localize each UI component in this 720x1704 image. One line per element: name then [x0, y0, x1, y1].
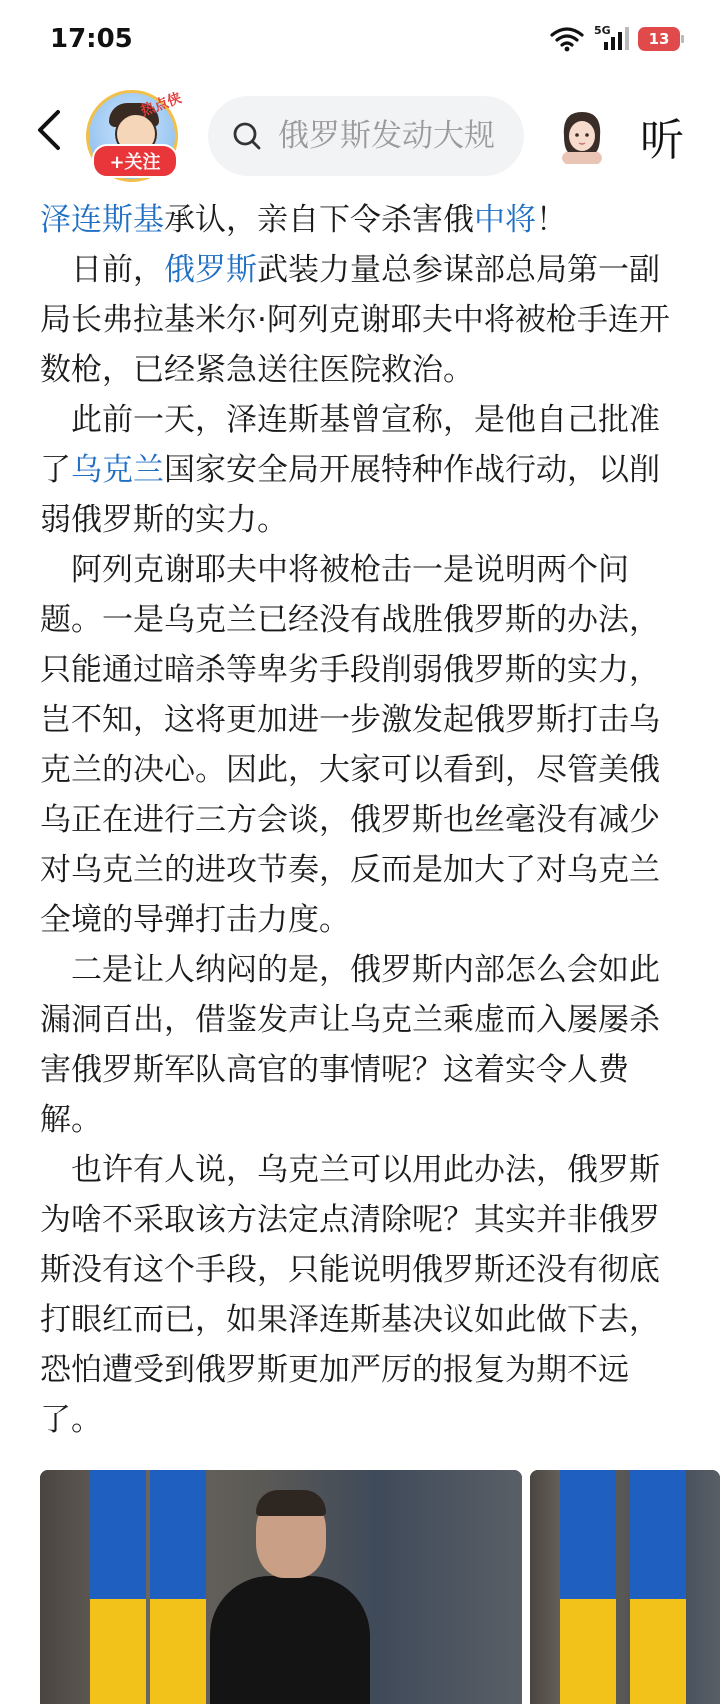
battery-indicator: 13 [638, 27, 680, 51]
search-icon [232, 121, 262, 151]
article-image-gallery [40, 1470, 720, 1704]
follow-button[interactable]: +关注 [92, 144, 178, 178]
article-headline: 泽连斯基承认，亲自下令杀害俄中将！ [40, 202, 567, 238]
topic-link-russia[interactable]: 俄罗斯 [164, 252, 257, 288]
back-arrow-icon[interactable] [30, 106, 70, 154]
user-avatar-icon[interactable] [556, 108, 608, 164]
status-bar [0, 0, 720, 80]
article-image[interactable] [530, 1470, 720, 1704]
article-body [40, 195, 690, 1445]
article-paragraph: 阿列克谢耶夫中将被枪击一是说明两个问题。一是乌克兰已经没有战胜俄罗斯的办法，只能通过暗杀等卑劣手段削弱俄罗斯的实力，岂不知，这将更加进一步激发起俄罗斯打击乌克兰的决心。因此，大家可以看到，尽管美俄乌正在进行三方会谈，俄罗斯也丝毫没有减少对乌克兰的进攻节奏，反而是加大了对乌克兰全境的导弹打击力度。 [40, 552, 660, 938]
search-input[interactable] [276, 117, 510, 155]
author-badge: 热点侠 [138, 90, 184, 120]
article-paragraph: 二是让人纳闷的是，俄罗斯内部怎么会如此漏洞百出，借鉴发声让乌克兰乘虚而入屡屡杀害俄罗斯军队高官的事情呢？这着实令人费解。 [40, 952, 660, 1138]
article-paragraph: 日前，俄罗斯武装力量总参谋部总局第一副局长弗拉基米尔·阿列克谢耶夫中将被枪手连开数枪，已经紧急送往医院救治。 [40, 252, 670, 388]
article-paragraph: 也许有人说，乌克兰可以用此办法，俄罗斯为啥不采取该方法定点清除呢？其实并非俄罗斯没有这个手段，只能说明俄罗斯还没有彻底打眼红而已，如果泽连斯基决议如此做下去，恐怕遭受到俄罗斯更加严厉的报复为期不远了。 [40, 1152, 660, 1438]
topic-link-ukraine[interactable]: 乌克兰 [71, 452, 164, 488]
network-type: 5G [594, 24, 611, 37]
listen-button[interactable]: 听 [640, 115, 684, 166]
topic-link-zelensky[interactable]: 泽连斯基 [40, 202, 164, 238]
article-image[interactable] [40, 1470, 522, 1704]
article-paragraph: 此前一天，泽连斯基曾宣称，是他自己批准了乌克兰国家安全局开展特种作战行动，以削弱俄罗斯的实力。 [40, 402, 660, 538]
wifi-icon [550, 26, 584, 52]
cellular-signal-icon [594, 26, 628, 52]
search-bar[interactable] [208, 96, 524, 176]
status-icons [550, 26, 680, 52]
article-header [0, 80, 720, 190]
status-time: 17:05 [50, 24, 133, 54]
topic-link-lieutenant-general[interactable]: 中将 [474, 202, 536, 238]
